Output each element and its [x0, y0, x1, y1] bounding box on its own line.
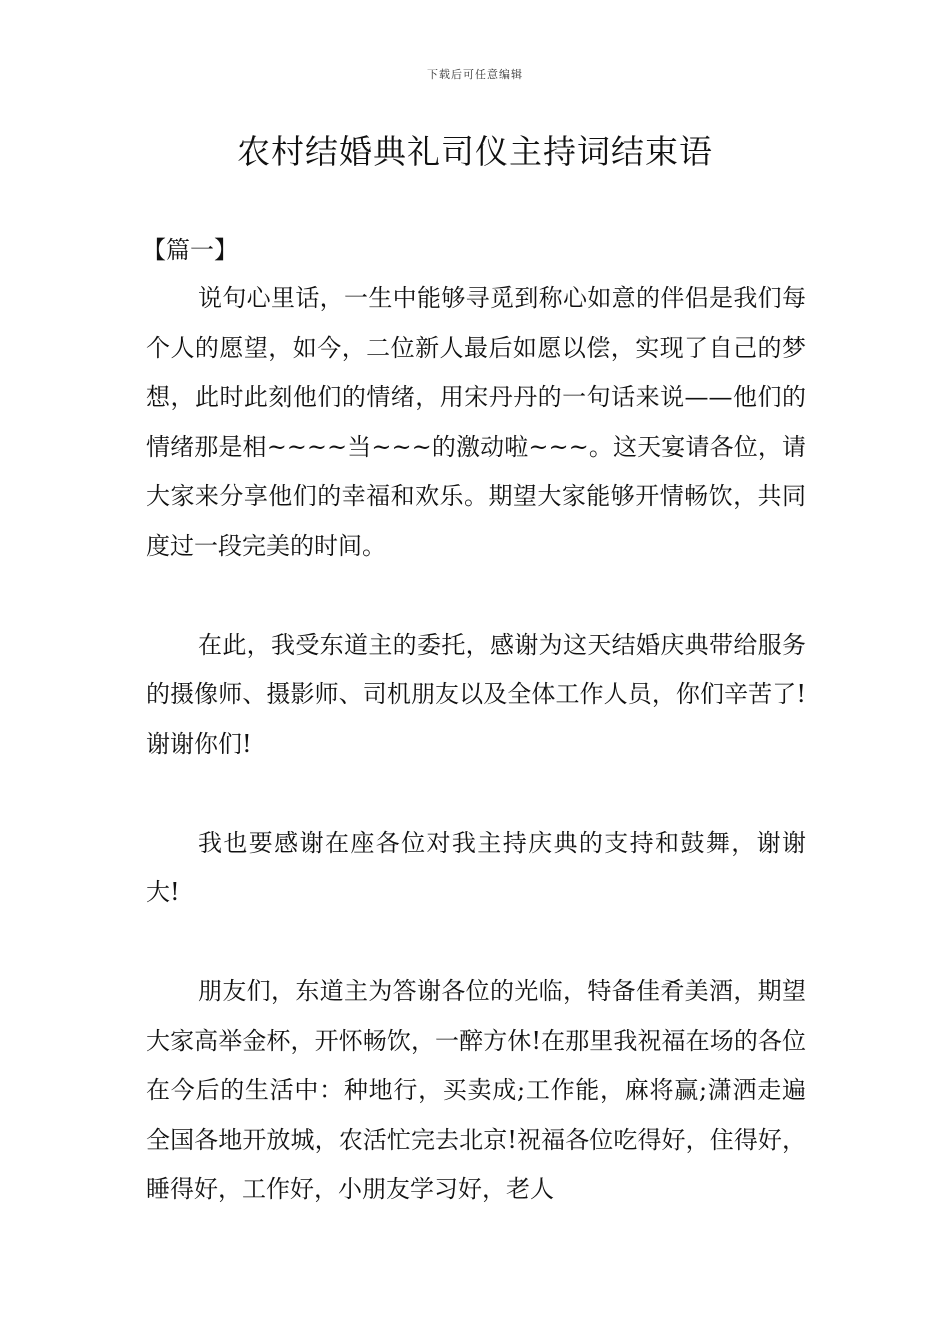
- paragraph-2: 在此，我受东道主的委托，感谢为这天结婚庆典带给服务的摄像师、摄影师、司机朋友以及全体工作人员，你们辛苦了!谢谢你们!: [146, 630, 806, 758]
- header-note: 下载后可任意编辑: [427, 68, 523, 81]
- paragraph-gap: [146, 918, 806, 968]
- paragraph-gap: [146, 571, 806, 621]
- paragraph-gap: [146, 769, 806, 819]
- paragraph-4: 朋友们，东道主为答谢各位的光临，特备佳肴美酒，期望大家高举金杯，开怀畅饮，一醉方休!在那里我祝福在场的各位在今后的生活中：种地行，买卖成;工作能，麻将赢;潇洒走遍全国各地开放城，农活忙完去北京!祝福各位吃得好，住得好，睡得好，工作好，小朋友学习好，老人: [146, 977, 806, 1203]
- paragraph-3: 我也要感谢在座各位对我主持庆典的支持和鼓舞，谢谢大!: [146, 828, 806, 906]
- paragraph-1: 说句心里话，一生中能够寻觅到称心如意的伴侣是我们每个人的愿望，如今，二位新人最后如愿以偿，实现了自己的梦想，此时此刻他们的情绪，用宋丹丹的一句话来说——他们的情绪那是相~~~~当~~~的激动啦~~~。这天宴请各位，请大家来分享他们的幸福和欢乐。期望大家能够开情畅饮，共同度过一段完美的时间。: [146, 284, 806, 560]
- section-label: 【篇一】: [142, 236, 238, 264]
- document-body: [142, 226, 806, 1215]
- document-title: 农村结婚典礼司仪主持词结束语: [237, 132, 713, 171]
